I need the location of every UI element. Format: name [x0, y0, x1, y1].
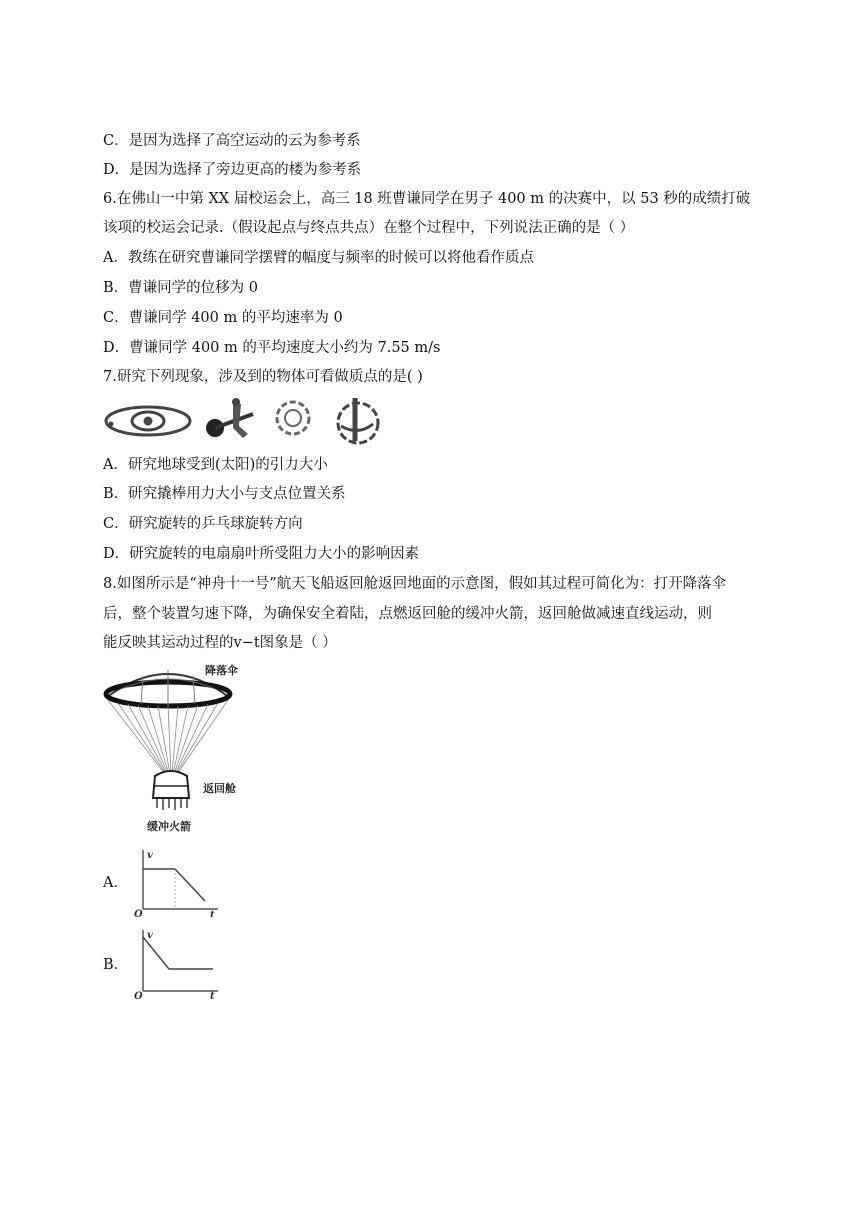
q6-option-d: D．曹谦同学 400 m 的平均速度大小约为 7.55 m/s	[103, 340, 441, 356]
origin-label: O	[134, 991, 143, 999]
fan-figure	[338, 398, 378, 443]
q5-option-d: D．是因为选择了旁边更高的楼为参考系	[103, 162, 362, 178]
parachute-figure	[103, 658, 253, 838]
return-capsule	[153, 771, 189, 798]
q5-option-c: C．是因为选择了高空运动的云为参考系	[103, 133, 361, 149]
crowbar-figure	[206, 398, 253, 438]
q6-option-c: C．曹谦同学 400 m 的平均速率为 0	[103, 310, 343, 326]
label-capsule: 返回舱	[203, 782, 236, 795]
parachute-lines	[108, 700, 228, 774]
q7-option-c: C．研究旋转的乒乓球旋转方向	[103, 516, 303, 532]
origin-label: O	[134, 909, 143, 917]
q7-option-a: A．研究地球受到(太阳)的引力大小	[103, 457, 328, 473]
q7-option-b: B．研究撬棒用力大小与支点位置关系	[103, 486, 346, 502]
buffer-rockets	[157, 799, 187, 810]
q7-stem: 7.研究下列现象，涉及到的物体可看做质点的是( )	[103, 369, 423, 385]
label-parachute: 降落伞	[205, 664, 238, 677]
option-b-vt-graph	[133, 927, 223, 999]
q8-stem-line3: 能反映其运动过程的v−t图象是（ ）	[103, 635, 337, 651]
q7-option-d: D．研究旋转的电扇扇叶所受阻力大小的影响因素	[103, 546, 420, 562]
q6-option-a: A．教练在研究曹谦同学摆臂的幅度与频率的时候可以将他看作质点	[103, 250, 534, 266]
y-axis-label: v	[147, 850, 153, 861]
y-axis-label: v	[147, 930, 153, 941]
q6-option-b: B．曹谦同学的位移为 0	[103, 280, 258, 296]
q7-illustration	[103, 396, 388, 446]
earth-orbit-figure	[106, 407, 190, 435]
label-buffer-rocket: 缓冲火箭	[147, 820, 191, 833]
q6-stem-line2: 该项的校运会记录.（假设起点与终点共点）在整个过程中，下列说法正确的是（ ）	[103, 220, 635, 236]
vt-curve	[143, 869, 205, 901]
x-axis-label: t	[210, 910, 215, 917]
q8-stem-line2: 后，整个装置匀速下降，为确保安全着陆，点燃返回舱的缓冲火箭，返回舱做减速直线运动，则	[103, 606, 712, 622]
q8-option-a-label: A．	[103, 875, 128, 891]
vt-curve	[143, 937, 213, 969]
q6-stem-line1: 6.在佛山一中第 XX 届校运会上，高三 18 班曹谦同学在男子 400 m 的决赛中，以 53 秒的成绩打破	[103, 191, 751, 207]
option-a-vt-graph	[133, 847, 223, 917]
x-axis-label: t	[210, 991, 215, 999]
q8-stem-line1: 8.如图所示是“神舟十一号”航天飞船返回舱返回地面的示意图，假如其过程可简化为：打开降落伞	[103, 576, 727, 592]
q8-option-b-label: B．	[103, 957, 129, 973]
ping-pong-figure	[277, 402, 309, 434]
